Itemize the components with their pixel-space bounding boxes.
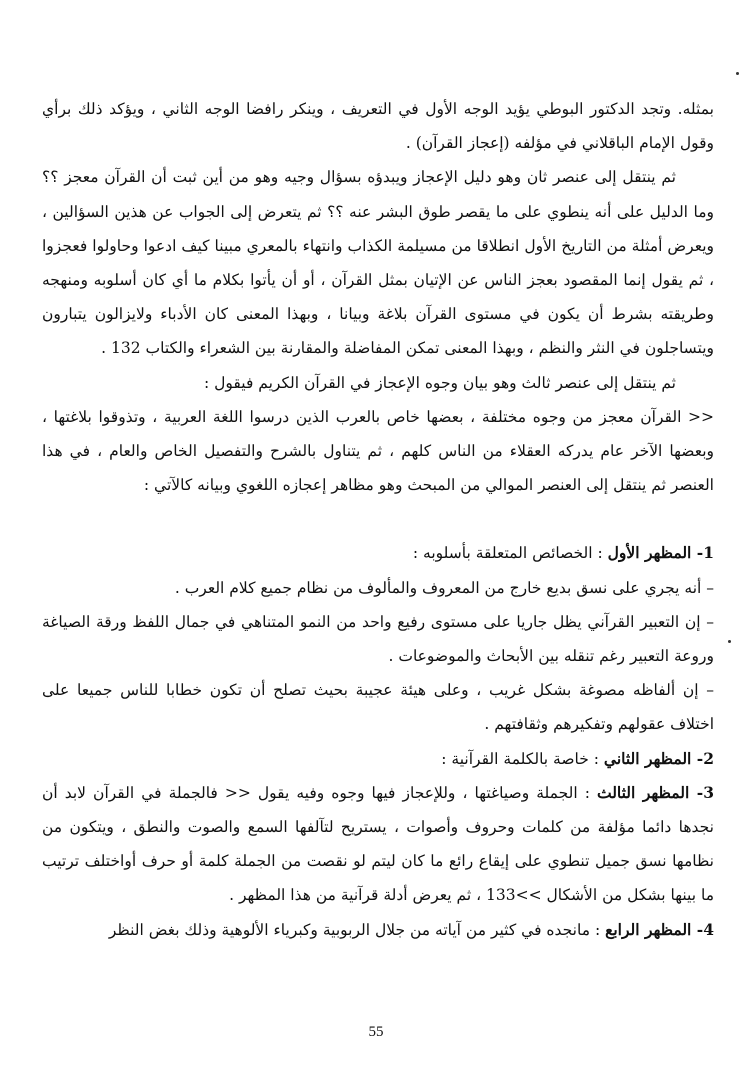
paragraph <box>42 605 714 673</box>
feature-paragraph <box>42 536 714 570</box>
paragraph-text: – إن التعبير القرآني يظل جاريا على مستوى رفيع واحد من النمو المتناهي في جمال اللفظ ورقة الصياغة وروعة التعبير رغم تنقله بين الأبحاث والموضوعات . <box>42 612 714 666</box>
paragraph-text: : الخصائص المتعلقة بأسلوبه : <box>412 544 603 563</box>
feature-paragraph <box>42 742 714 776</box>
section-gap <box>42 502 714 536</box>
page-number: 55 <box>368 1024 384 1040</box>
paragraph-text: ثم ينتقل إلى عنصر ثان وهو دليل الإعجاز ويبدؤه بسؤال وجيه وهو من أين ثبت أن القرآن معجز ؟؟ وما الدليل على أنه ينطوي على ما يقصر طوق البشر عنه ؟؟ ثم يتعرض إلى الجواب عن هذين السؤالين ، ويعرض أمثلة من التاريخ الأول انطلاقا من مسيلمة الكذاب وانتهاء بالمعري مبينا كيف ادعوا وحاولوا فعجزوا ، ثم يقول إنما المقصود بعجز الناس عن الإتيان بمثل القرآن ، أو أن يأتوا بكلام ما أي كان أسلوبه ومنهجه وطريقته بشرط أن يكون في مستوى القرآن بلاغة وبيانا ، وبهذا المعنى كان الأدباء ولايزالون يتبارون ويتساجلون في النثر والنظم ، وبهذا المعنى تمكن المفاضلة والمقارنة بين الشعراء والكتاب 132 . <box>42 168 715 358</box>
feature-paragraph <box>42 913 714 947</box>
paragraph <box>42 400 714 503</box>
paragraph <box>42 571 714 605</box>
feature-heading: 3- المظهر الثالث <box>596 782 714 802</box>
paragraph-text: << القرآن معجز من وجوه مختلفة ، بعضها خاص بالعرب الذين درسوا اللغة العربية ، وتذوقوا بلاغتها ، وبعضها الآخر عام يدركه العقلاء من الناس كلهم ، ثم يتناول بالشرح والتفصيل الخاص والعام ، في هذا العنصر ثم ينتقل إلى العنصر الموالي من المبحث وهو مظاهر إعجازه اللغوي وبيانه كالآتي : <box>42 407 714 495</box>
scan-speck <box>728 640 731 643</box>
paragraph-text: : مانجده في كثير من آياته من جلال الربوبية وكبرياء الألوهية وذلك بغض النظر <box>108 920 601 939</box>
paragraph-text: – أنه يجري على نسق بديع خارج من المعروف والمألوف من نظام جميع كلام العرب . <box>174 578 714 597</box>
paragraph <box>42 673 714 741</box>
paragraph-text: : الجملة وصياغتها ، وللإعجاز فيها وجوه وفيه يقول << فالجملة في القرآن لابد أن نجدها دائما مؤلفة من كلمات وحروف وأصوات ، يستريح لتآلفها السمع والصوت والنطق ، ويتكون من نظامها نسق جميل تنطوي على إيقاع رائع ما كان ليتم لو نقصت من الجملة كلمة أو حرف أواختلف ترتيب ما بينها بشكل من الأشكال >>133 ، ثم يعرض أدلة قرآنية من هذا المظهر . <box>42 783 714 905</box>
scan-speck <box>736 72 739 75</box>
paragraph-text: : خاصة بالكلمة القرآنية : <box>441 749 599 768</box>
feature-heading: 4- المظهر الرابع <box>605 919 714 939</box>
paragraph-text: ثم ينتقل إلى عنصر ثالث وهو بيان وجوه الإعجاز في القرآن الكريم فيقول : <box>204 373 676 392</box>
paragraph-text: بمثله. وتجد الدكتور البوطي يؤيد الوجه الأول في التعريف ، وينكر رافضا الوجه الثاني ، ويؤكد ذلك برأي وقول الإمام الباقلاني في مؤلفه (إعجاز القرآن) . <box>42 100 714 153</box>
paragraph <box>42 366 714 400</box>
feature-heading: 1- المظهر الأول <box>607 543 714 563</box>
paragraph <box>42 160 714 365</box>
paragraph <box>42 92 714 160</box>
body-text <box>42 92 714 947</box>
feature-heading: 2- المظهر الثاني <box>603 748 714 768</box>
paragraph-text: – إن ألفاظه مصوغة بشكل غريب ، وعلى هيئة عجيبة بحيث تصلح أن تكون خطابا للناس جميعا على اختلاف عقولهم وتفكيرهم وثقافتهم . <box>42 681 714 734</box>
feature-paragraph <box>42 776 714 913</box>
